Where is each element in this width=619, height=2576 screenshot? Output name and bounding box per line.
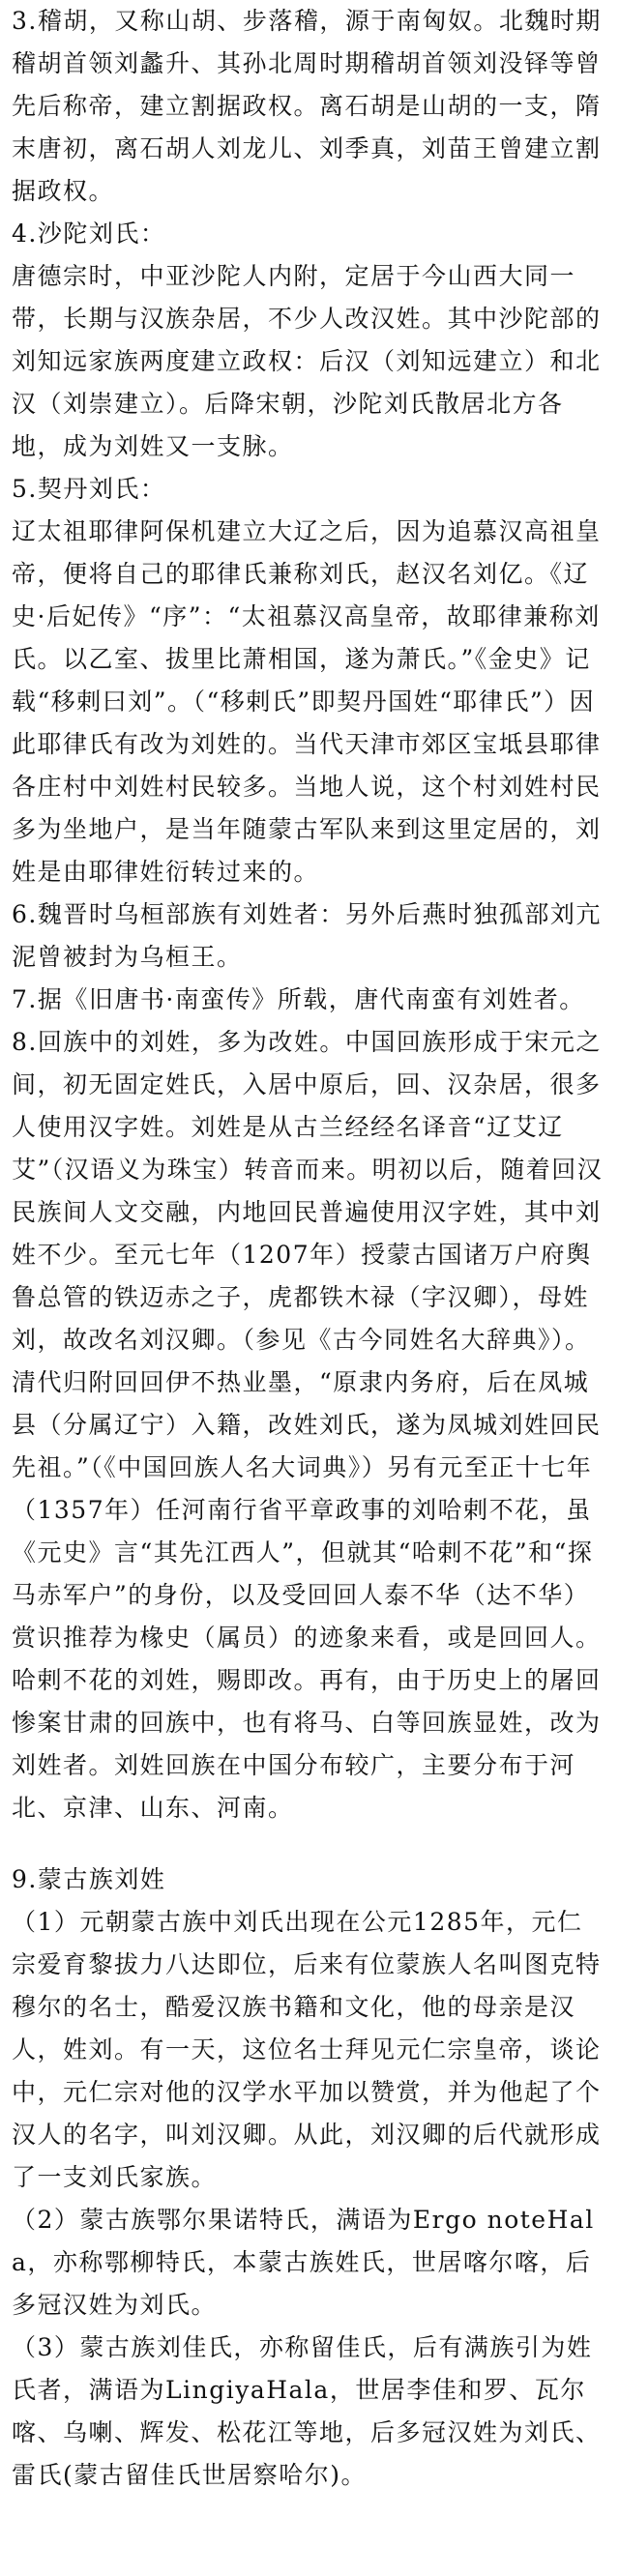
para-9-3: （3）蒙古族刘佳氏，亦称留佳氏，后有满族引为姓氏者，满语为LingiyaHala，世居李佳和罗、瓦尔喀、乌喇、辉发、松花江等地，后多冠汉姓为刘氏、雷氏(蒙古留佳氏世居察哈尔)。 xyxy=(12,2333,602,2489)
para-4-shatuo: 唐德宗时，中亚沙陀人内附，定居于今山西大同一带，长期与汉族杂居，不少人改汉姓。其中沙陀部的刘知远家族两度建立政权：后汉（刘知远建立）和北汉（刘崇建立）。后降宋朝，沙陀刘氏散居北方各地，成为刘姓又一支脉。 xyxy=(12,262,602,460)
para-9-2: （2）蒙古族鄂尔果诺特氏，满语为Ergo noteHala，亦称鄂柳特氏，本蒙古族姓氏，世居喀尔喀，后多冠汉姓为刘氏。 xyxy=(12,2206,595,2319)
para-9-1: （1）元朝蒙古族中刘氏出现在公元1285年，元仁宗爱育黎拔力八达即位，后来有位蒙族人名叫图克特穆尔的名士，酷爱汉族书籍和文化，他的母亲是汉人，姓刘。有一天，这位名士拜见元仁宗皇帝，谈论中，元仁宗对他的汉学水平加以赞赏，并为他起了个汉人的名字，叫刘汉卿。从此，刘汉卿的后代就形成了一支刘氏家族。 xyxy=(12,1908,602,2191)
section-spacer xyxy=(12,1830,607,1859)
para-8-hui: 8.回族中的刘姓，多为改姓。中国回族形成于宋元之间，初无固定姓氏，入居中原后，回、汉杂居，很多人使用汉字姓。刘姓是从古兰经经名译音“辽艾辽艾”（汉语义为珠宝）转音而来。明初以后，随着回汉民族间人文交融，内地回民普遍使用汉字姓，其中刘姓不少。至元七年（1207年）授蒙古国诸万户府舆鲁总管的铁迈赤之子，虎都铁木禄（字汉卿），母姓刘，故改名刘汉卿。（参见《古今同姓名大辞典》）。清代归附回回伊不热业墨，“原隶内务府，后在凤城县（分属辽宁）入籍，改姓刘氏，遂为凤城刘姓回民先祖。”（《中国回族人名大词典》）另有元至正十七年（1357年）任河南行省平章政事的刘哈剌不花，虽《元史》言“其先江西人”，但就其“哈剌不花”和“探马赤军户”的身份，以及受回回人泰不华（达不华）赏识推荐为椽史（属员）的迹象来看，或是回回人。哈剌不花的刘姓，赐即改。再有，由于历史上的屠回惨案甘肃的回族中，也有将马、白等回族显姓，改为刘姓者。刘姓回族在中国分布较广，主要分布于河北、京津、山东、河南。 xyxy=(12,1028,604,1822)
para-6-wuhuan: 6.魏晋时乌桓部族有刘姓者：另外后燕时独孤部刘亢泥曾被封为乌桓王。 xyxy=(12,900,602,971)
para-3-jihu: 3.稽胡，又称山胡、步落稽，源于南匈奴。北魏时期稽胡首领刘蠡升、其孙北周时期稽胡首领刘没铎等曾先后称帝，建立割据政权。离石胡是山胡的一支，隋末唐初，离石胡人刘龙儿、刘季真，刘苗王曾建立割据政权。 xyxy=(12,7,602,205)
para-5-qidan: 辽太祖耶律阿保机建立大辽之后，因为追慕汉高祖皇帝，便将自己的耶律氏兼称刘氏，赵汉名刘亿。《辽史·后妃传》“序”：“太祖慕汉高皇帝，故耶律兼称刘氏。以乙室、拔里比萧相国，遂为萧氏。”《金史》记载“移剌曰刘”。（“移剌氏”即契丹国姓“耶律氏”）因此耶律氏有改为刘姓的。当代天津市郊区宝坻县耶律各庄村中刘姓村民较多。当地人说，这个村刘姓村民多为坐地户，是当年随蒙古军队来到这里定居的，刘姓是由耶律姓衍转过来的。 xyxy=(12,517,602,886)
heading-9-mongol: 9.蒙古族刘姓 xyxy=(12,1865,166,1893)
heading-4-shatuo: 4.沙陀刘氏： xyxy=(12,220,166,248)
para-7-nanman: 7.据《旧唐书·南蛮传》所载，唐代南蛮有刘姓者。 xyxy=(12,985,585,1013)
heading-5-qidan: 5.契丹刘氏： xyxy=(12,475,166,503)
